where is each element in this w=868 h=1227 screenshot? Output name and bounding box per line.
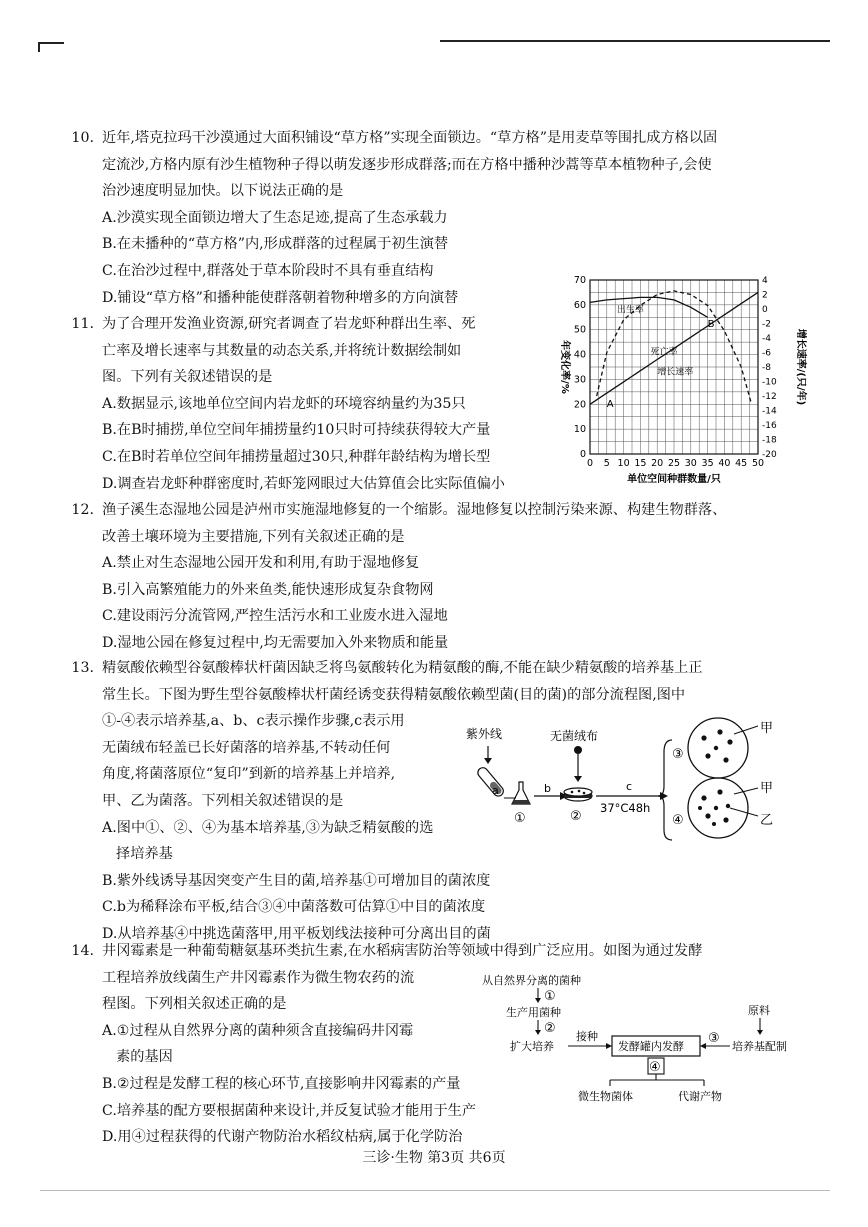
question-12 [71,497,727,657]
y-left-tick-label: 20 [573,399,586,411]
stem-line: 程图。下列相关叙述正确的是 [102,996,287,1013]
source-strain-label: 从自然界分离的菌种 [482,974,581,987]
flask-icon [512,782,530,804]
question-number: 13. [71,660,94,676]
raw-material-label: 原料 [748,1004,770,1017]
x-tick-label: 25 [667,458,681,469]
stem-line: 治沙速度明显加快。以下说法正确的是 [102,183,344,200]
stem-line: 近年,塔克拉玛干沙漠通过大面积铺设“草方格”实现全面锁边。“草方格”是用麦草等围扎成方格以固 [102,130,718,146]
stem-line: 亡率及增长速率与其数量的动态关系,并将统计数据绘制如 [102,342,462,359]
y-right-tick-label: 0 [762,305,768,315]
series-name-label: 死亡率 [650,347,678,358]
stem-line: 工程培养放线菌生产井冈霉素作为微生物农药的流 [102,969,415,986]
point-annotation: B [707,319,715,331]
question-number: 12. [71,502,94,518]
y-right-tick-label: -6 [762,348,771,359]
option-c[interactable]: C.建设雨污分流管网,严控生活污水和工业废水进入湿地 [102,608,448,625]
colony-jia-label-2: 甲 [760,781,774,796]
stem-line: 精氨酸依赖型谷氨酸棒状杆菌因缺乏将鸟氨酸转化为精氨酸的酶,不能在缺少精氨酸的培养基上正 [102,660,703,676]
x-tick-label: 50 [751,458,765,469]
y-left-tick-label: 10 [573,424,586,436]
y-left-tick-label: 60 [573,299,586,311]
y-right-tick-label: -10 [762,377,777,388]
option-d[interactable]: D.调查岩龙虾种群密度时,若虾笼网眼过大估算值会比实际值偏小 [102,475,505,492]
option-b[interactable]: B.在未播种的“草方格”内,形成群落的过程属于初生演替 [102,236,449,253]
page-footer: 三诊·生物 第3页 共6页 [362,1150,506,1166]
y-left-tick-label: 30 [573,374,586,386]
stem-line: 图。下列有关叙述错误的是 [102,369,273,386]
x-axis-label: 单位空间种群数量/只 [627,474,721,485]
stem-line: 甲、乙为菌落。下列相关叙述错误的是 [102,792,344,809]
y-left-tick-label: 50 [573,324,586,336]
question-number: 10. [71,130,94,146]
stem-line: 定流沙,方格内原有沙生植物种子得以萌发逐步形成群落;而在方格中播种沙蒿等草本植物种子,会使 [102,156,712,173]
y-right-tick-label: -8 [762,363,771,373]
stem-line: 角度,将菌落原位“复印”到新的培养基上并培养, [102,766,396,783]
microbial-cells-label: 微生物菌体 [578,1090,633,1103]
y-left-tick-label: 70 [573,275,586,286]
x-tick-label: 15 [634,458,647,469]
metabolites-label: 代谢产物 [678,1090,722,1103]
fermenter-label: 发酵罐内发酵 [618,1040,684,1053]
step-b-label: b [544,782,551,795]
stem-line: 为了合理开发渔业资源,研究者调查了岩龙虾种群出生率、死 [102,316,476,332]
step-3-label: ③ [708,1031,720,1046]
y-right-axis-label: 增长速率/(只/年) [795,328,806,406]
scale-up-label: 扩大培养 [510,1040,554,1053]
stem-line: 无菌绒布轻盖已长好菌落的培养基,不转动任何 [102,739,391,756]
inoculate-label: 接种 [576,1030,598,1043]
step-2-label: ② [544,1021,556,1036]
velvet-label: 无菌绒布 [550,729,599,743]
option-a[interactable]: A.①过程从自然界分离的菌种须含直接编码井冈霉 [102,1022,414,1039]
colony-yi-label: 乙 [760,813,774,828]
medium-4-label: ④ [672,813,684,828]
x-tick-label: 40 [718,458,731,469]
point-annotation: A [606,398,614,410]
step-a-label: a [492,784,499,797]
medium-1-label: ① [514,811,526,826]
y-right-tick-label: -4 [762,334,771,344]
stem-line: 改善土壤环境为主要措施,下列有关叙述正确的是 [102,528,405,545]
question-11 [71,311,505,497]
medium-prep-label: 培养基配制 [732,1040,787,1053]
series-name-label: 出生率 [616,305,644,316]
x-tick-label: 20 [651,458,664,469]
option-a[interactable]: A.禁止对生态湿地公园开发和利用,有助于湿地修复 [102,555,420,572]
option-a-cont: 素的基因 [116,1049,173,1066]
stem-line: 常生长。下图为野生型谷氨酸棒状杆菌经诱变获得精氨酸依赖型菌(目的菌)的部分流程图,图中 [102,686,686,703]
option-a-cont: 择培养基 [116,846,173,863]
x-tick-label: 0 [586,458,594,469]
y-right-tick-label: -14 [762,406,777,417]
header-rule [440,40,830,42]
uv-label: 紫外线 [466,727,503,741]
option-b[interactable]: B.②过程是发酵工程的核心环节,直接影响井冈霉素的产量 [102,1075,461,1092]
question-number: 14. [71,943,94,959]
medium-2-label: ② [570,809,582,824]
stem-line: 井冈霉素是一种葡萄糖氨基环类抗生素,在水稻病害防治等领域中得到广泛应用。如图为通过发酵 [102,943,703,959]
test-tube-icon [476,766,506,798]
option-c[interactable]: C.b为稀释涂布平板,结合③④中菌落数可估算①中目的菌浓度 [102,899,486,916]
plate-3-icon [688,718,748,778]
option-a[interactable]: A.沙漠实现全面锁边增大了生态足迹,提高了生态承载力 [102,209,448,226]
y-left-tick-label: 0 [579,449,586,460]
question-number: 11. [71,316,94,332]
corner-mark-vertical [38,42,40,52]
plate-4-icon [688,778,748,838]
petri-dish-icon [564,788,592,801]
x-tick-label: 10 [617,458,630,469]
y-right-tick-label: -2 [762,319,771,330]
option-b[interactable]: B.在B时捕捞,单位空间年捕捞量约10只时可持续获得较大产量 [102,422,491,439]
y-right-tick-label: 4 [762,276,768,286]
option-b[interactable]: B.引入高繁殖能力的外来鱼类,能快速形成复杂食物网 [102,581,434,598]
option-a[interactable]: A.数据显示,该地单位空间内岩龙虾的环境容纳量约为35只 [102,395,466,412]
step-c-label: c [626,780,633,793]
y-right-tick-label: -18 [762,435,777,446]
option-b[interactable]: B.紫外线诱导基因突变产生目的菌,培养基①可增加目的菌浓度 [102,872,491,889]
stem-line: ①-④表示培养基,a、b、c表示操作步骤,c表示用 [102,713,405,730]
y-right-tick-label: 2 [762,290,768,301]
option-a[interactable]: A.图中①、②、④为基本培养基,③为缺乏精氨酸的选 [102,819,434,836]
stem-line: 渔子溪生态湿地公园是泸州市实施湿地修复的一个缩影。湿地修复以控制污染来源、构建生物群落、 [102,502,727,518]
mutagenesis-flow-diagram [458,712,788,842]
y-right-tick-label: -12 [762,392,777,402]
x-tick-label: 35 [701,458,714,469]
y-left-tick-label: 40 [573,349,586,361]
corner-mark [38,42,64,44]
step-4-label: ④ [649,1060,661,1075]
option-d[interactable]: D.从培养基④中挑选菌落甲,用平板划线法接种可分离出目的菌 [102,925,491,942]
footer-rule [40,1190,830,1191]
medium-3-label: ③ [672,747,684,762]
option-d[interactable]: D.湿地公园在修复过程中,均无需要加入外来物质和能量 [102,634,449,651]
x-tick-label: 45 [735,458,748,469]
incubation-label: 37°C48h [600,801,651,815]
fermentation-flow-diagram [482,970,802,1110]
x-tick-label: 30 [684,458,697,469]
y-right-tick-label: -16 [762,421,777,431]
population-rate-chart [548,268,808,498]
production-strain-label: 生产用菌种 [506,1006,561,1019]
option-d[interactable]: D.用④过程获得的代谢产物防治水稻纹枯病,属于化学防治 [102,1129,463,1146]
option-c[interactable]: C.培养基的配方要根据菌种来设计,并反复试验才能用于生产 [102,1102,477,1119]
step-1-label: ① [544,989,556,1004]
colony-jia-label: 甲 [760,721,774,736]
option-c[interactable]: C.在B时若单位空间年捕捞量超过30只,种群年龄结构为增长型 [102,448,491,465]
y-right-tick-label: -20 [762,450,777,460]
option-d[interactable]: D.铺设“草方格”和播种能使群落朝着物种增多的方向演替 [102,289,459,306]
y-left-axis-label: 年变化率/% [559,340,570,394]
series-name-label: 增长速率 [657,367,694,378]
option-c[interactable]: C.在治沙过程中,群落处于草本阶段时不具有垂直结构 [102,262,434,279]
x-tick-label: 5 [603,458,610,469]
